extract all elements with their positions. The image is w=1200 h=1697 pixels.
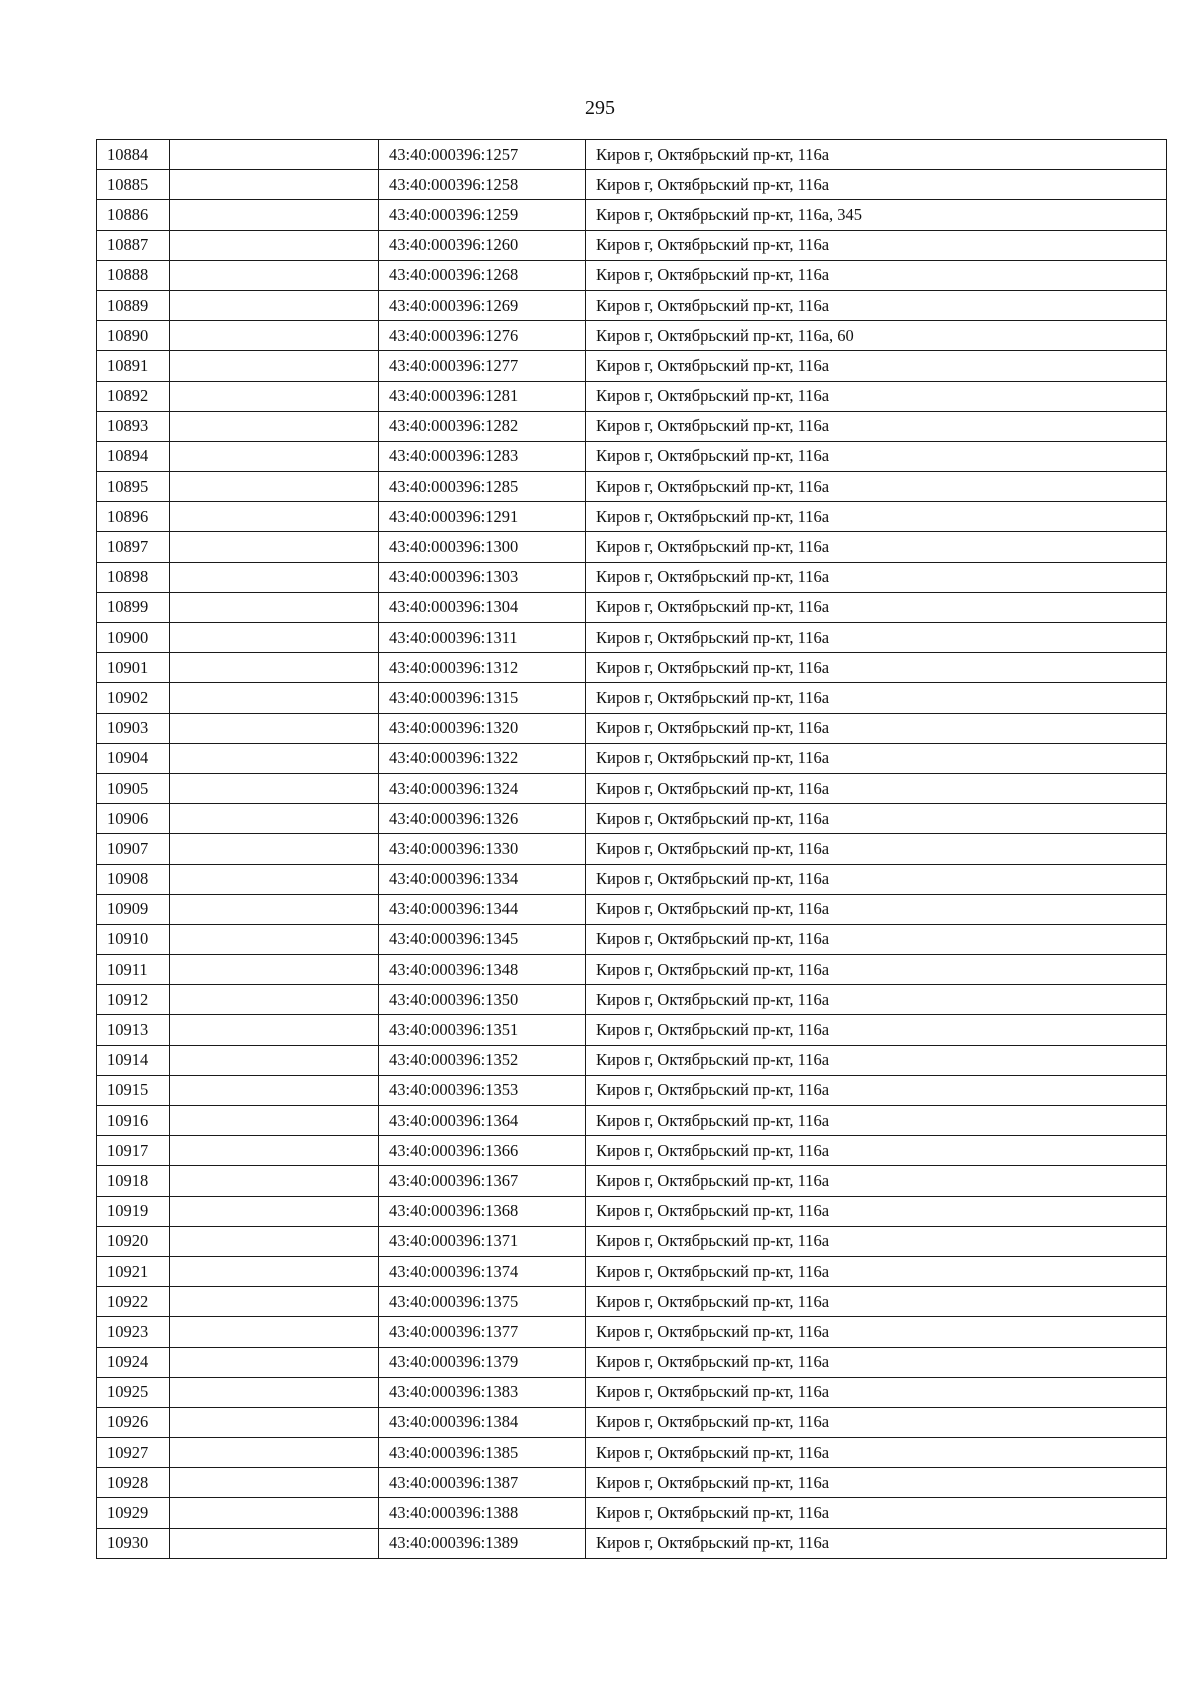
table-row — [97, 653, 1167, 683]
owner-cell — [170, 1407, 379, 1437]
owner-cell — [170, 743, 379, 773]
address-cell: Киров г, Октябрьский пр-кт, 116а — [586, 532, 1167, 562]
address-cell: Киров г, Октябрьский пр-кт, 116а — [586, 441, 1167, 471]
cadastral-number-cell: 43:40:000396:1384 — [379, 1407, 586, 1437]
address-cell: Киров г, Октябрьский пр-кт, 116а — [586, 653, 1167, 683]
row-number-cell: 10925 — [97, 1377, 170, 1407]
address-cell: Киров г, Октябрьский пр-кт, 116а — [586, 230, 1167, 260]
table-row — [97, 1106, 1167, 1136]
address-cell: Киров г, Октябрьский пр-кт, 116а — [586, 1226, 1167, 1256]
row-number-cell: 10914 — [97, 1045, 170, 1075]
owner-cell — [170, 804, 379, 834]
row-number-cell: 10912 — [97, 985, 170, 1015]
table-row — [97, 1196, 1167, 1226]
row-number-cell: 10929 — [97, 1498, 170, 1528]
owner-cell — [170, 1106, 379, 1136]
owner-cell — [170, 1015, 379, 1045]
owner-cell — [170, 260, 379, 290]
address-cell: Киров г, Октябрьский пр-кт, 116а — [586, 1528, 1167, 1558]
address-cell: Киров г, Октябрьский пр-кт, 116а — [586, 351, 1167, 381]
table-row — [97, 1528, 1167, 1558]
table-row — [97, 381, 1167, 411]
table-row — [97, 924, 1167, 954]
address-cell: Киров г, Октябрьский пр-кт, 116а — [586, 894, 1167, 924]
table-row — [97, 1407, 1167, 1437]
table-row — [97, 170, 1167, 200]
table-row — [97, 290, 1167, 320]
owner-cell — [170, 441, 379, 471]
cadastral-number-cell: 43:40:000396:1352 — [379, 1045, 586, 1075]
owner-cell — [170, 351, 379, 381]
row-number-cell: 10927 — [97, 1438, 170, 1468]
row-number-cell: 10907 — [97, 834, 170, 864]
row-number-cell: 10893 — [97, 411, 170, 441]
table-row — [97, 1317, 1167, 1347]
address-cell: Киров г, Октябрьский пр-кт, 116а — [586, 140, 1167, 170]
row-number-cell: 10906 — [97, 804, 170, 834]
owner-cell — [170, 1468, 379, 1498]
owner-cell — [170, 321, 379, 351]
address-cell: Киров г, Октябрьский пр-кт, 116а — [586, 804, 1167, 834]
owner-cell — [170, 1136, 379, 1166]
owner-cell — [170, 924, 379, 954]
cadastral-number-cell: 43:40:000396:1379 — [379, 1347, 586, 1377]
row-number-cell: 10911 — [97, 955, 170, 985]
cadastral-number-cell: 43:40:000396:1281 — [379, 381, 586, 411]
owner-cell — [170, 1226, 379, 1256]
row-number-cell: 10928 — [97, 1468, 170, 1498]
row-number-cell: 10896 — [97, 502, 170, 532]
address-cell: Киров г, Октябрьский пр-кт, 116а — [586, 1498, 1167, 1528]
table-row — [97, 1377, 1167, 1407]
row-number-cell: 10923 — [97, 1317, 170, 1347]
row-number-cell: 10889 — [97, 290, 170, 320]
cadastral-number-cell: 43:40:000396:1330 — [379, 834, 586, 864]
address-cell: Киров г, Октябрьский пр-кт, 116а — [586, 1287, 1167, 1317]
cadastral-number-cell: 43:40:000396:1368 — [379, 1196, 586, 1226]
table-row — [97, 773, 1167, 803]
cadastral-number-cell: 43:40:000396:1312 — [379, 653, 586, 683]
address-cell: Киров г, Октябрьский пр-кт, 116а — [586, 683, 1167, 713]
table-row — [97, 743, 1167, 773]
owner-cell — [170, 1287, 379, 1317]
row-number-cell: 10890 — [97, 321, 170, 351]
address-cell: Киров г, Октябрьский пр-кт, 116а — [586, 472, 1167, 502]
address-cell: Киров г, Октябрьский пр-кт, 116а — [586, 592, 1167, 622]
table-row — [97, 623, 1167, 653]
row-number-cell: 10888 — [97, 260, 170, 290]
row-number-cell: 10905 — [97, 773, 170, 803]
row-number-cell: 10899 — [97, 592, 170, 622]
address-cell: Киров г, Октябрьский пр-кт, 116а — [586, 773, 1167, 803]
row-number-cell: 10904 — [97, 743, 170, 773]
table-row — [97, 532, 1167, 562]
owner-cell — [170, 170, 379, 200]
address-cell: Киров г, Октябрьский пр-кт, 116а — [586, 290, 1167, 320]
row-number-cell: 10909 — [97, 894, 170, 924]
owner-cell — [170, 592, 379, 622]
cadastral-number-cell: 43:40:000396:1334 — [379, 864, 586, 894]
table-row — [97, 321, 1167, 351]
address-cell: Киров г, Октябрьский пр-кт, 116а — [586, 1407, 1167, 1437]
owner-cell — [170, 864, 379, 894]
cadastral-number-cell: 43:40:000396:1258 — [379, 170, 586, 200]
row-number-cell: 10930 — [97, 1528, 170, 1558]
address-cell: Киров г, Октябрьский пр-кт, 116а — [586, 1045, 1167, 1075]
owner-cell — [170, 411, 379, 441]
row-number-cell: 10926 — [97, 1407, 170, 1437]
address-cell: Киров г, Октябрьский пр-кт, 116а — [586, 1015, 1167, 1045]
table-row — [97, 864, 1167, 894]
table-row — [97, 955, 1167, 985]
row-number-cell: 10920 — [97, 1226, 170, 1256]
owner-cell — [170, 200, 379, 230]
cadastral-number-cell: 43:40:000396:1350 — [379, 985, 586, 1015]
address-cell: Киров г, Октябрьский пр-кт, 116а, 345 — [586, 200, 1167, 230]
owner-cell — [170, 1528, 379, 1558]
table-row — [97, 1166, 1167, 1196]
cadastral-number-cell: 43:40:000396:1322 — [379, 743, 586, 773]
owner-cell — [170, 894, 379, 924]
address-cell: Киров г, Октябрьский пр-кт, 116а — [586, 562, 1167, 592]
row-number-cell: 10886 — [97, 200, 170, 230]
table-row — [97, 140, 1167, 170]
owner-cell — [170, 623, 379, 653]
row-number-cell: 10922 — [97, 1287, 170, 1317]
cadastral-number-cell: 43:40:000396:1385 — [379, 1438, 586, 1468]
cadastral-number-cell: 43:40:000396:1285 — [379, 472, 586, 502]
row-number-cell: 10919 — [97, 1196, 170, 1226]
table-row — [97, 200, 1167, 230]
owner-cell — [170, 381, 379, 411]
owner-cell — [170, 140, 379, 170]
table-row — [97, 713, 1167, 743]
address-cell: Киров г, Октябрьский пр-кт, 116а — [586, 1196, 1167, 1226]
address-cell: Киров г, Октябрьский пр-кт, 116а — [586, 1347, 1167, 1377]
address-cell: Киров г, Октябрьский пр-кт, 116а — [586, 1317, 1167, 1347]
owner-cell — [170, 1166, 379, 1196]
cadastral-number-cell: 43:40:000396:1260 — [379, 230, 586, 260]
owner-cell — [170, 683, 379, 713]
owner-cell — [170, 532, 379, 562]
row-number-cell: 10908 — [97, 864, 170, 894]
table-row — [97, 562, 1167, 592]
records-table — [96, 139, 1167, 1559]
address-cell: Киров г, Октябрьский пр-кт, 116а, 60 — [586, 321, 1167, 351]
table-row — [97, 1015, 1167, 1045]
cadastral-number-cell: 43:40:000396:1383 — [379, 1377, 586, 1407]
table-row — [97, 411, 1167, 441]
row-number-cell: 10897 — [97, 532, 170, 562]
address-cell: Киров г, Октябрьский пр-кт, 116а — [586, 170, 1167, 200]
row-number-cell: 10895 — [97, 472, 170, 502]
row-number-cell: 10900 — [97, 623, 170, 653]
row-number-cell: 10903 — [97, 713, 170, 743]
cadastral-number-cell: 43:40:000396:1300 — [379, 532, 586, 562]
table-row — [97, 834, 1167, 864]
table-row — [97, 260, 1167, 290]
address-cell: Киров г, Октябрьский пр-кт, 116а — [586, 1438, 1167, 1468]
address-cell: Киров г, Октябрьский пр-кт, 116а — [586, 1136, 1167, 1166]
owner-cell — [170, 1196, 379, 1226]
row-number-cell: 10918 — [97, 1166, 170, 1196]
row-number-cell: 10891 — [97, 351, 170, 381]
row-number-cell: 10917 — [97, 1136, 170, 1166]
cadastral-number-cell: 43:40:000396:1304 — [379, 592, 586, 622]
cadastral-number-cell: 43:40:000396:1324 — [379, 773, 586, 803]
owner-cell — [170, 1347, 379, 1377]
row-number-cell: 10885 — [97, 170, 170, 200]
cadastral-number-cell: 43:40:000396:1311 — [379, 623, 586, 653]
cadastral-number-cell: 43:40:000396:1364 — [379, 1106, 586, 1136]
table-row — [97, 894, 1167, 924]
cadastral-number-cell: 43:40:000396:1388 — [379, 1498, 586, 1528]
owner-cell — [170, 985, 379, 1015]
row-number-cell: 10921 — [97, 1256, 170, 1286]
owner-cell — [170, 955, 379, 985]
cadastral-number-cell: 43:40:000396:1387 — [379, 1468, 586, 1498]
row-number-cell: 10916 — [97, 1106, 170, 1136]
address-cell: Киров г, Октябрьский пр-кт, 116а — [586, 864, 1167, 894]
cadastral-number-cell: 43:40:000396:1276 — [379, 321, 586, 351]
address-cell: Киров г, Октябрьский пр-кт, 116а — [586, 1256, 1167, 1286]
address-cell: Киров г, Октябрьский пр-кт, 116а — [586, 955, 1167, 985]
table-row — [97, 1136, 1167, 1166]
address-cell: Киров г, Октябрьский пр-кт, 116а — [586, 1468, 1167, 1498]
row-number-cell: 10902 — [97, 683, 170, 713]
owner-cell — [170, 1377, 379, 1407]
cadastral-number-cell: 43:40:000396:1277 — [379, 351, 586, 381]
row-number-cell: 10901 — [97, 653, 170, 683]
owner-cell — [170, 1256, 379, 1286]
owner-cell — [170, 1438, 379, 1468]
cadastral-number-cell: 43:40:000396:1366 — [379, 1136, 586, 1166]
table-row — [97, 804, 1167, 834]
table-row — [97, 1468, 1167, 1498]
table-row — [97, 1498, 1167, 1528]
cadastral-number-cell: 43:40:000396:1326 — [379, 804, 586, 834]
owner-cell — [170, 502, 379, 532]
cadastral-number-cell: 43:40:000396:1344 — [379, 894, 586, 924]
address-cell: Киров г, Октябрьский пр-кт, 116а — [586, 713, 1167, 743]
cadastral-number-cell: 43:40:000396:1389 — [379, 1528, 586, 1558]
address-cell: Киров г, Октябрьский пр-кт, 116а — [586, 924, 1167, 954]
owner-cell — [170, 713, 379, 743]
cadastral-number-cell: 43:40:000396:1348 — [379, 955, 586, 985]
row-number-cell: 10884 — [97, 140, 170, 170]
cadastral-number-cell: 43:40:000396:1353 — [379, 1075, 586, 1105]
address-cell: Киров г, Октябрьский пр-кт, 116а — [586, 1106, 1167, 1136]
owner-cell — [170, 1498, 379, 1528]
owner-cell — [170, 230, 379, 260]
table-row — [97, 502, 1167, 532]
cadastral-number-cell: 43:40:000396:1282 — [379, 411, 586, 441]
owner-cell — [170, 834, 379, 864]
cadastral-number-cell: 43:40:000396:1345 — [379, 924, 586, 954]
cadastral-number-cell: 43:40:000396:1320 — [379, 713, 586, 743]
owner-cell — [170, 653, 379, 683]
cadastral-number-cell: 43:40:000396:1283 — [379, 441, 586, 471]
owner-cell — [170, 290, 379, 320]
page-number: 295 — [585, 97, 615, 119]
cadastral-number-cell: 43:40:000396:1259 — [379, 200, 586, 230]
cadastral-number-cell: 43:40:000396:1291 — [379, 502, 586, 532]
table-row — [97, 1226, 1167, 1256]
row-number-cell: 10915 — [97, 1075, 170, 1105]
row-number-cell: 10924 — [97, 1347, 170, 1377]
address-cell: Киров г, Октябрьский пр-кт, 116а — [586, 1166, 1167, 1196]
table-row — [97, 1256, 1167, 1286]
cadastral-number-cell: 43:40:000396:1377 — [379, 1317, 586, 1347]
cadastral-number-cell: 43:40:000396:1371 — [379, 1226, 586, 1256]
address-cell: Киров г, Октябрьский пр-кт, 116а — [586, 743, 1167, 773]
table-row — [97, 1347, 1167, 1377]
row-number-cell: 10894 — [97, 441, 170, 471]
address-cell: Киров г, Октябрьский пр-кт, 116а — [586, 502, 1167, 532]
table-row — [97, 592, 1167, 622]
row-number-cell: 10892 — [97, 381, 170, 411]
cadastral-number-cell: 43:40:000396:1257 — [379, 140, 586, 170]
address-cell: Киров г, Октябрьский пр-кт, 116а — [586, 985, 1167, 1015]
cadastral-number-cell: 43:40:000396:1374 — [379, 1256, 586, 1286]
table-row — [97, 1045, 1167, 1075]
address-cell: Киров г, Октябрьский пр-кт, 116а — [586, 834, 1167, 864]
records-table-body — [97, 140, 1167, 1559]
cadastral-number-cell: 43:40:000396:1375 — [379, 1287, 586, 1317]
cadastral-number-cell: 43:40:000396:1268 — [379, 260, 586, 290]
cadastral-number-cell: 43:40:000396:1269 — [379, 290, 586, 320]
owner-cell — [170, 1045, 379, 1075]
table-row — [97, 1287, 1167, 1317]
cadastral-number-cell: 43:40:000396:1315 — [379, 683, 586, 713]
table-row — [97, 985, 1167, 1015]
table-row — [97, 441, 1167, 471]
address-cell: Киров г, Октябрьский пр-кт, 116а — [586, 623, 1167, 653]
row-number-cell: 10887 — [97, 230, 170, 260]
address-cell: Киров г, Октябрьский пр-кт, 116а — [586, 1377, 1167, 1407]
address-cell: Киров г, Октябрьский пр-кт, 116а — [586, 381, 1167, 411]
owner-cell — [170, 562, 379, 592]
row-number-cell: 10913 — [97, 1015, 170, 1045]
table-row — [97, 351, 1167, 381]
address-cell: Киров г, Октябрьский пр-кт, 116а — [586, 411, 1167, 441]
row-number-cell: 10898 — [97, 562, 170, 592]
table-row — [97, 1075, 1167, 1105]
table-row — [97, 683, 1167, 713]
owner-cell — [170, 773, 379, 803]
table-row — [97, 1438, 1167, 1468]
address-cell: Киров г, Октябрьский пр-кт, 116а — [586, 1075, 1167, 1105]
owner-cell — [170, 1075, 379, 1105]
table-row — [97, 472, 1167, 502]
owner-cell — [170, 1317, 379, 1347]
table-row — [97, 230, 1167, 260]
row-number-cell: 10910 — [97, 924, 170, 954]
cadastral-number-cell: 43:40:000396:1367 — [379, 1166, 586, 1196]
address-cell: Киров г, Октябрьский пр-кт, 116а — [586, 260, 1167, 290]
owner-cell — [170, 472, 379, 502]
cadastral-number-cell: 43:40:000396:1351 — [379, 1015, 586, 1045]
cadastral-number-cell: 43:40:000396:1303 — [379, 562, 586, 592]
